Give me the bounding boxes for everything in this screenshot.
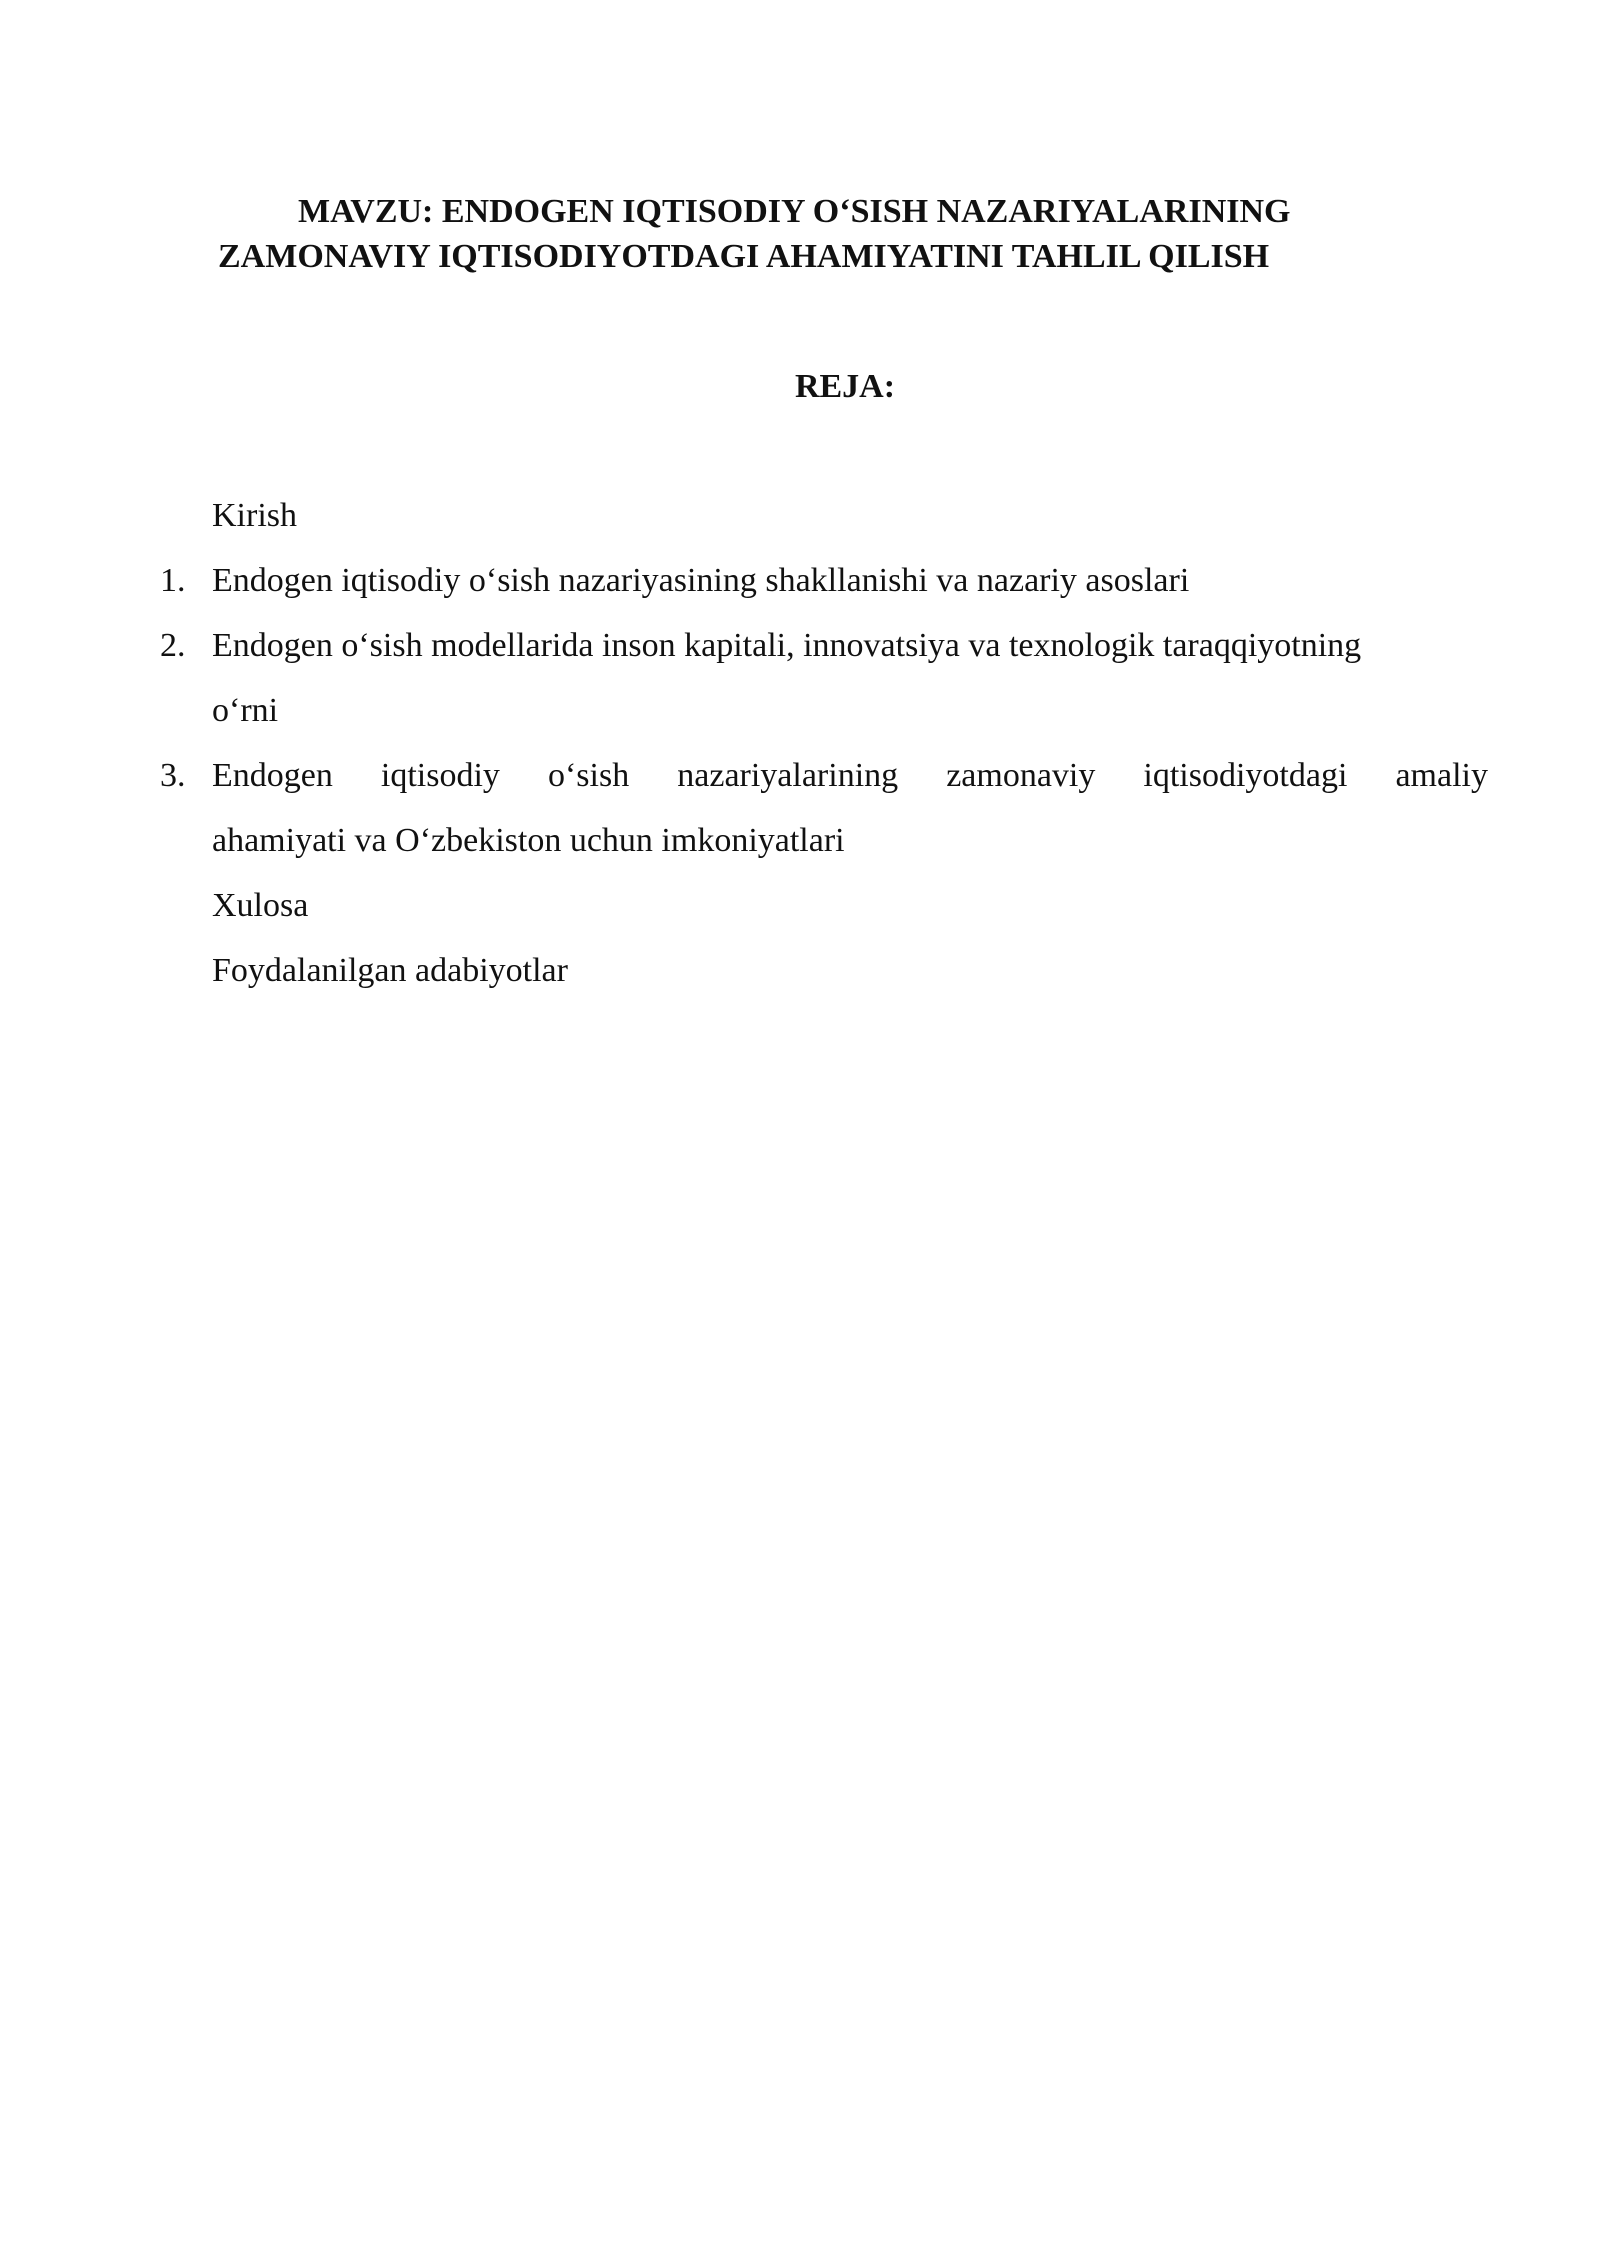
plan-heading: REJA: xyxy=(794,368,896,405)
toc-item-2-number: 2. xyxy=(160,627,186,664)
toc-references: Foydalanilgan adabiyotlar xyxy=(212,952,568,989)
toc-item-3-text-line-2: ahamiyati va O‘zbekiston uchun imkoniyatlari xyxy=(212,822,845,859)
toc-item-2-text-line-2: o‘rni xyxy=(212,692,279,729)
title-line-1: MAVZU: ENDOGEN IQTISODIY O‘SISH NAZARIYALARINING xyxy=(298,193,1291,230)
toc-item-2-text-line-1: Endogen o‘sish modellarida inson kapitali, innovatsiya va texnologik taraqqiyotning xyxy=(212,627,1362,664)
toc-item-3-number: 3. xyxy=(160,757,186,794)
toc-item-1-number: 1. xyxy=(160,562,186,599)
toc-item-1-text: Endogen iqtisodiy o‘sish nazariyasining shakllanishi va nazariy asoslari xyxy=(212,562,1190,599)
toc-item-3-text-line-1: Endogen iqtisodiy o‘sish nazariyalarining zamonaviy iqtisodiyotdagi amaliy xyxy=(212,757,1488,794)
toc-conclusion: Xulosa xyxy=(212,887,309,924)
toc-intro: Kirish xyxy=(212,497,297,534)
title-line-2: ZAMONAVIY IQTISODIYOTDAGI AHAMIYATINI TAHLIL QILISH xyxy=(218,238,1270,275)
